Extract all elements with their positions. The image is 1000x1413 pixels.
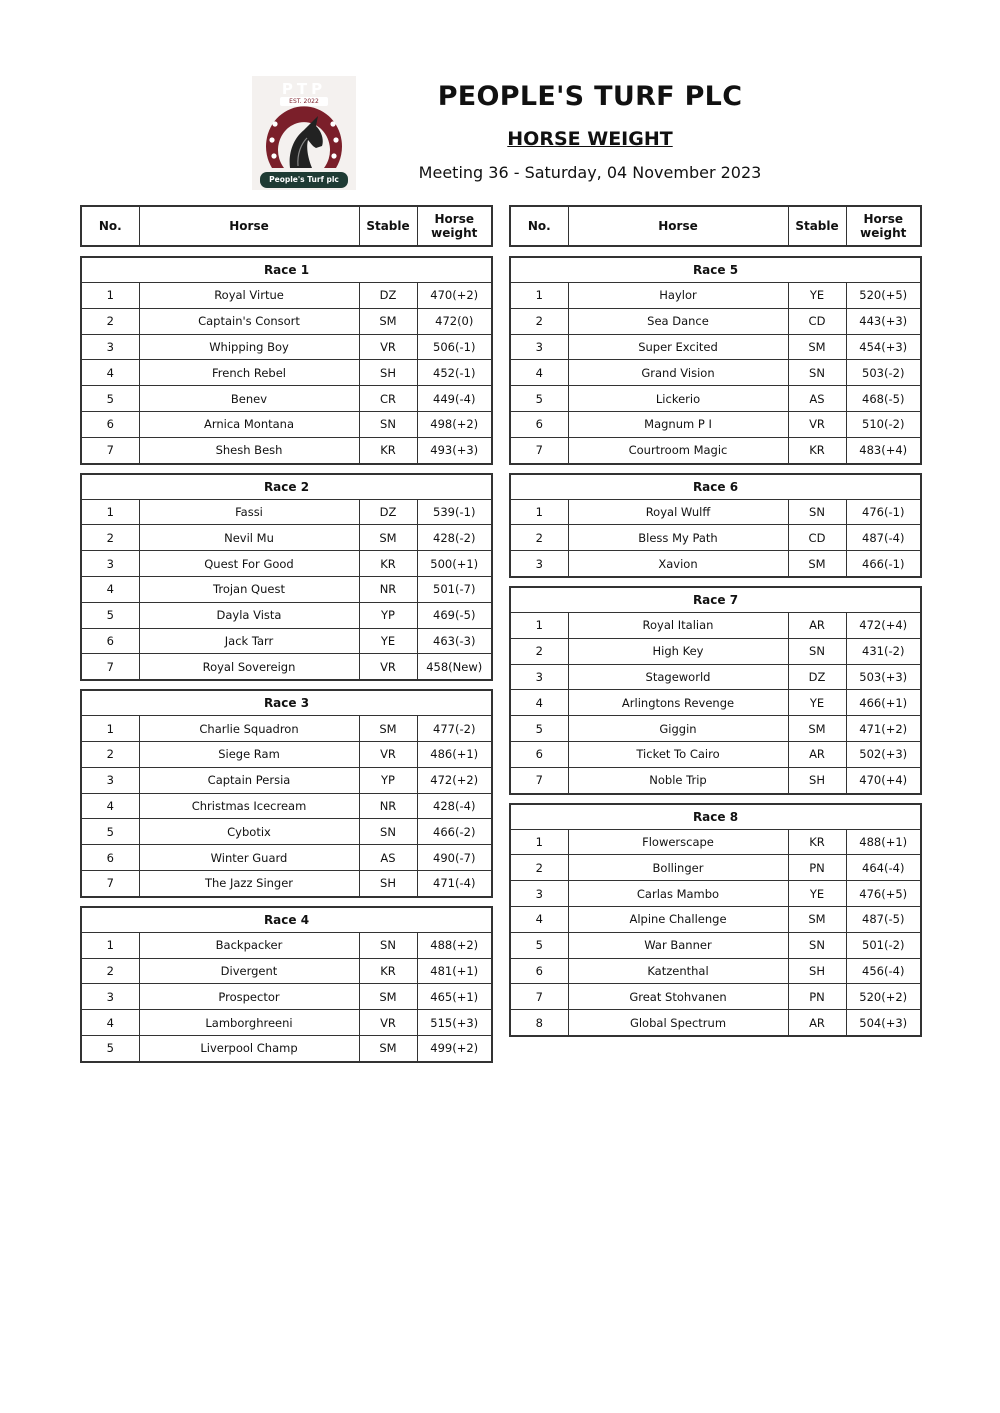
horse-number: 2	[81, 958, 139, 984]
race-table	[509, 473, 920, 578]
stable-code: SM	[788, 334, 846, 360]
horse-weight: 463(-3)	[417, 628, 492, 654]
table-row	[81, 654, 492, 680]
horse-weight: 476(+5)	[846, 881, 921, 907]
table-row	[81, 984, 492, 1010]
horse-number: 1	[81, 283, 139, 309]
horse-weight: 520(+2)	[846, 984, 921, 1010]
horse-name: French Rebel	[139, 360, 359, 386]
horse-name: Super Excited	[568, 334, 788, 360]
horse-number: 3	[510, 334, 568, 360]
logo-letters: PTP	[281, 80, 327, 98]
table-row	[510, 334, 921, 360]
horse-weight: 465(+1)	[417, 984, 492, 1010]
column-header-table	[509, 205, 922, 247]
table-row	[510, 360, 921, 386]
col-weight-line2: weight	[431, 226, 478, 240]
table-row	[81, 628, 492, 654]
stable-code: SM	[359, 308, 417, 334]
stable-code: YE	[788, 881, 846, 907]
horse-name: War Banner	[568, 932, 788, 958]
left-column	[80, 205, 491, 1071]
stable-code: KR	[359, 551, 417, 577]
horse-number: 6	[81, 411, 139, 437]
race-title: Race 8	[510, 804, 921, 830]
horse-name: Siege Ram	[139, 741, 359, 767]
horse-number: 2	[510, 308, 568, 334]
stable-code: SH	[788, 958, 846, 984]
horse-weight: 471(+2)	[846, 716, 921, 742]
col-stable: Stable	[359, 206, 417, 246]
horse-name: Bollinger	[568, 855, 788, 881]
stable-code: SN	[359, 819, 417, 845]
page-title: PEOPLE'S TURF PLC	[437, 81, 743, 112]
table-row	[510, 551, 921, 577]
stable-code: SN	[788, 499, 846, 525]
horse-number: 4	[81, 793, 139, 819]
horse-weight: 449(-4)	[417, 386, 492, 412]
horse-name: Arlingtons Revenge	[568, 690, 788, 716]
horse-weight: 470(+2)	[417, 283, 492, 309]
horse-name: Haylor	[568, 283, 788, 309]
horse-name: Cybotix	[139, 819, 359, 845]
horse-number: 3	[81, 334, 139, 360]
horse-name: Divergent	[139, 958, 359, 984]
horse-weight: 501(-7)	[417, 576, 492, 602]
table-row	[81, 1035, 492, 1061]
table-row	[81, 793, 492, 819]
table-row	[81, 437, 492, 463]
table-row	[81, 386, 492, 412]
horse-number: 4	[510, 690, 568, 716]
race-table	[509, 803, 920, 1037]
horse-weight: 472(+2)	[417, 767, 492, 793]
page-subtitle: HORSE WEIGHT	[507, 128, 673, 150]
horse-number: 4	[81, 576, 139, 602]
horse-weight: 506(-1)	[417, 334, 492, 360]
horse-weight: 503(+3)	[846, 664, 921, 690]
col-weight	[417, 206, 492, 246]
stable-code: VR	[359, 1010, 417, 1036]
horse-name: Bless My Path	[568, 525, 788, 551]
horse-number: 3	[81, 551, 139, 577]
table-row	[510, 932, 921, 958]
race-title: Race 3	[81, 690, 492, 716]
horse-name: Carlas Mambo	[568, 881, 788, 907]
stable-code: SH	[359, 360, 417, 386]
horse-weight: 458(New)	[417, 654, 492, 680]
horse-name: The Jazz Singer	[139, 870, 359, 896]
horse-number: 6	[81, 628, 139, 654]
horse-number: 1	[510, 829, 568, 855]
horse-name: Alpine Challenge	[568, 906, 788, 932]
horse-name: Dayla Vista	[139, 602, 359, 628]
table-row	[510, 958, 921, 984]
horse-number: 7	[81, 870, 139, 896]
horse-weight: 487(-5)	[846, 906, 921, 932]
horse-number: 2	[81, 741, 139, 767]
horse-name: Arnica Montana	[139, 411, 359, 437]
horse-name: Jack Tarr	[139, 628, 359, 654]
horse-weight: 472(+4)	[846, 612, 921, 638]
race-table	[80, 256, 491, 465]
horse-weight: 488(+1)	[846, 829, 921, 855]
col-weight-line2: weight	[860, 226, 907, 240]
table-row	[81, 1010, 492, 1036]
horse-name: Global Spectrum	[568, 1010, 788, 1036]
horse-weight: 428(-2)	[417, 525, 492, 551]
horse-weight: 466(-2)	[417, 819, 492, 845]
horse-number: 4	[510, 360, 568, 386]
horse-name: Royal Sovereign	[139, 654, 359, 680]
horse-name: Grand Vision	[568, 360, 788, 386]
horse-weight: 520(+5)	[846, 283, 921, 309]
horse-number: 5	[81, 1035, 139, 1061]
horse-weight: 477(-2)	[417, 716, 492, 742]
race-title: Race 5	[510, 257, 921, 283]
table-row	[81, 411, 492, 437]
race-table	[509, 586, 920, 795]
table-row	[510, 437, 921, 463]
horse-number: 3	[510, 664, 568, 690]
horse-name: Great Stohvanen	[568, 984, 788, 1010]
horse-name: Flowerscape	[568, 829, 788, 855]
col-no: No.	[81, 206, 139, 246]
horse-name: Lamborghreeni	[139, 1010, 359, 1036]
meeting-info: Meeting 36 - Saturday, 04 November 2023	[418, 163, 762, 182]
col-weight	[846, 206, 921, 246]
horse-number: 5	[81, 819, 139, 845]
horse-weight: 503(-2)	[846, 360, 921, 386]
stable-code: SM	[359, 984, 417, 1010]
col-stable: Stable	[788, 206, 846, 246]
table-row	[510, 690, 921, 716]
stable-code: SM	[788, 906, 846, 932]
horse-weight: 487(-4)	[846, 525, 921, 551]
horse-number: 7	[81, 654, 139, 680]
horse-weight: 454(+3)	[846, 334, 921, 360]
stable-code: SN	[788, 932, 846, 958]
table-row	[510, 984, 921, 1010]
horse-name: Benev	[139, 386, 359, 412]
table-row	[81, 716, 492, 742]
horse-number: 2	[510, 525, 568, 551]
table-row	[81, 602, 492, 628]
right-race-list	[509, 256, 920, 1037]
horse-number: 6	[510, 411, 568, 437]
horse-number: 4	[510, 906, 568, 932]
stable-code: VR	[359, 654, 417, 680]
horse-weight: 501(-2)	[846, 932, 921, 958]
horse-number: 7	[510, 437, 568, 463]
table-row	[510, 881, 921, 907]
table-row	[81, 360, 492, 386]
race-table	[80, 689, 491, 898]
table-row	[510, 283, 921, 309]
horse-name: Captain Persia	[139, 767, 359, 793]
horse-number: 6	[510, 958, 568, 984]
horse-name: Backpacker	[139, 932, 359, 958]
horse-name: Royal Italian	[568, 612, 788, 638]
horse-name: Stageworld	[568, 664, 788, 690]
table-row	[510, 716, 921, 742]
race-table	[80, 906, 491, 1063]
race-title: Race 1	[81, 257, 492, 283]
table-row	[81, 845, 492, 871]
stable-code: AR	[788, 1010, 846, 1036]
table-row	[81, 932, 492, 958]
table-row	[510, 638, 921, 664]
horse-name: Royal Virtue	[139, 283, 359, 309]
table-row	[81, 551, 492, 577]
stable-code: DZ	[359, 499, 417, 525]
table-row	[81, 741, 492, 767]
horse-name: Katzenthal	[568, 958, 788, 984]
stable-code: VR	[359, 741, 417, 767]
horse-number: 6	[81, 845, 139, 871]
horse-number: 2	[81, 308, 139, 334]
stable-code: KR	[788, 437, 846, 463]
horse-weight: 471(-4)	[417, 870, 492, 896]
horse-weight: 472(0)	[417, 308, 492, 334]
table-row	[510, 855, 921, 881]
table-row	[81, 283, 492, 309]
horse-weight: 490(-7)	[417, 845, 492, 871]
table-row	[81, 576, 492, 602]
stable-code: SM	[788, 551, 846, 577]
horse-name: Christmas Icecream	[139, 793, 359, 819]
horse-number: 3	[81, 984, 139, 1010]
race-title: Race 2	[81, 474, 492, 500]
horse-name: Noble Trip	[568, 767, 788, 793]
horse-weight: 452(-1)	[417, 360, 492, 386]
stable-code: NR	[359, 793, 417, 819]
table-row	[510, 386, 921, 412]
horse-number: 5	[510, 932, 568, 958]
table-row	[81, 525, 492, 551]
race-title: Race 6	[510, 474, 921, 500]
table-row	[81, 334, 492, 360]
col-horse: Horse	[139, 206, 359, 246]
stable-code: CD	[788, 308, 846, 334]
horse-name: Ticket To Cairo	[568, 741, 788, 767]
horse-number: 3	[510, 881, 568, 907]
race-table	[80, 473, 491, 682]
horse-number: 8	[510, 1010, 568, 1036]
table-row	[81, 819, 492, 845]
stable-code: YP	[359, 767, 417, 793]
horse-name: High Key	[568, 638, 788, 664]
horse-weight: 431(-2)	[846, 638, 921, 664]
stable-code: SM	[359, 525, 417, 551]
horse-weight: 428(-4)	[417, 793, 492, 819]
horse-name: Courtroom Magic	[568, 437, 788, 463]
horse-name: Captain's Consort	[139, 308, 359, 334]
stable-code: VR	[359, 334, 417, 360]
stable-code: PN	[788, 855, 846, 881]
horse-weight: 466(-1)	[846, 551, 921, 577]
horse-number: 5	[510, 716, 568, 742]
horse-number: 7	[510, 984, 568, 1010]
horse-number: 1	[510, 283, 568, 309]
stable-code: SH	[788, 767, 846, 793]
table-row	[81, 870, 492, 896]
left-race-list	[80, 256, 491, 1063]
stable-code: YE	[788, 283, 846, 309]
column-header-table	[80, 205, 493, 247]
horse-number: 1	[510, 499, 568, 525]
stable-code: DZ	[788, 664, 846, 690]
horse-name: Giggin	[568, 716, 788, 742]
col-weight-line1: Horse	[434, 212, 474, 226]
horse-number: 4	[81, 360, 139, 386]
table-row	[510, 767, 921, 793]
table-row	[81, 958, 492, 984]
horse-weight: 476(-1)	[846, 499, 921, 525]
horse-name: Liverpool Champ	[139, 1035, 359, 1061]
horse-name: Trojan Quest	[139, 576, 359, 602]
horse-weight: 481(+1)	[417, 958, 492, 984]
stable-code: SM	[359, 716, 417, 742]
stable-code: SM	[359, 1035, 417, 1061]
horse-name: Prospector	[139, 984, 359, 1010]
horse-name: Fassi	[139, 499, 359, 525]
table-row	[510, 906, 921, 932]
horse-number: 4	[81, 1010, 139, 1036]
table-row	[510, 741, 921, 767]
table-row	[510, 499, 921, 525]
horse-number: 3	[510, 551, 568, 577]
horse-name: Lickerio	[568, 386, 788, 412]
horse-number: 6	[510, 741, 568, 767]
horse-weight: 488(+2)	[417, 932, 492, 958]
stable-code: CD	[788, 525, 846, 551]
horse-number: 1	[81, 932, 139, 958]
horse-weight: 510(-2)	[846, 411, 921, 437]
race-title: Race 4	[81, 907, 492, 933]
stable-code: SN	[359, 411, 417, 437]
horse-name: Quest For Good	[139, 551, 359, 577]
horse-number: 1	[81, 716, 139, 742]
stable-code: SH	[359, 870, 417, 896]
horse-number: 5	[81, 602, 139, 628]
horse-name: Winter Guard	[139, 845, 359, 871]
col-no: No.	[510, 206, 568, 246]
horse-weight: 498(+2)	[417, 411, 492, 437]
horse-number: 2	[510, 638, 568, 664]
table-row	[510, 308, 921, 334]
table-row	[510, 1010, 921, 1036]
horse-number: 1	[510, 612, 568, 638]
horse-weight: 486(+1)	[417, 741, 492, 767]
logo-banner: People's Turf plc	[269, 175, 339, 184]
stable-code: SN	[788, 360, 846, 386]
table-row	[510, 411, 921, 437]
col-horse: Horse	[568, 206, 788, 246]
horse-weight: 483(+4)	[846, 437, 921, 463]
horse-weight: 466(+1)	[846, 690, 921, 716]
stable-code: YE	[788, 690, 846, 716]
stable-code: AS	[788, 386, 846, 412]
stable-code: YP	[359, 602, 417, 628]
stable-code: AS	[359, 845, 417, 871]
horse-name: Sea Dance	[568, 308, 788, 334]
horse-weight: 468(-5)	[846, 386, 921, 412]
stable-code: KR	[788, 829, 846, 855]
horse-weight: 515(+3)	[417, 1010, 492, 1036]
horse-name: Nevil Mu	[139, 525, 359, 551]
horse-number: 7	[510, 767, 568, 793]
stable-code: NR	[359, 576, 417, 602]
stable-code: AR	[788, 612, 846, 638]
logo-est: EST. 2022	[289, 98, 319, 105]
stable-code: CR	[359, 386, 417, 412]
horse-number: 5	[81, 386, 139, 412]
horse-number: 1	[81, 499, 139, 525]
horse-number: 2	[510, 855, 568, 881]
col-weight-line1: Horse	[863, 212, 903, 226]
horse-weight: 456(-4)	[846, 958, 921, 984]
horse-number: 5	[510, 386, 568, 412]
horse-weight: 443(+3)	[846, 308, 921, 334]
horse-name: Royal Wulff	[568, 499, 788, 525]
horse-number: 3	[81, 767, 139, 793]
horse-weight: 499(+2)	[417, 1035, 492, 1061]
horse-weight: 504(+3)	[846, 1010, 921, 1036]
stable-code: SN	[788, 638, 846, 664]
table-row	[510, 612, 921, 638]
horse-number: 2	[81, 525, 139, 551]
race-title: Race 7	[510, 587, 921, 613]
race-table	[509, 256, 920, 465]
stable-code: DZ	[359, 283, 417, 309]
horse-name: Shesh Besh	[139, 437, 359, 463]
horse-name: Xavion	[568, 551, 788, 577]
stable-code: KR	[359, 437, 417, 463]
table-row	[510, 525, 921, 551]
horse-weight: 500(+1)	[417, 551, 492, 577]
horse-weight: 464(-4)	[846, 855, 921, 881]
company-logo	[252, 76, 356, 190]
table-row	[510, 829, 921, 855]
horse-number: 7	[81, 437, 139, 463]
horse-weight: 493(+3)	[417, 437, 492, 463]
table-row	[81, 767, 492, 793]
horse-name: Whipping Boy	[139, 334, 359, 360]
stable-code: PN	[788, 984, 846, 1010]
stable-code: AR	[788, 741, 846, 767]
stable-code: SN	[359, 932, 417, 958]
horse-name: Charlie Squadron	[139, 716, 359, 742]
horse-weight: 502(+3)	[846, 741, 921, 767]
stable-code: YE	[359, 628, 417, 654]
table-row	[81, 499, 492, 525]
stable-code: SM	[788, 716, 846, 742]
table-row	[81, 308, 492, 334]
right-column	[509, 205, 920, 1045]
horse-weight: 469(-5)	[417, 602, 492, 628]
horse-weight: 470(+4)	[846, 767, 921, 793]
horse-weight: 539(-1)	[417, 499, 492, 525]
table-row	[510, 664, 921, 690]
stable-code: VR	[788, 411, 846, 437]
stable-code: KR	[359, 958, 417, 984]
horse-name: Magnum P I	[568, 411, 788, 437]
